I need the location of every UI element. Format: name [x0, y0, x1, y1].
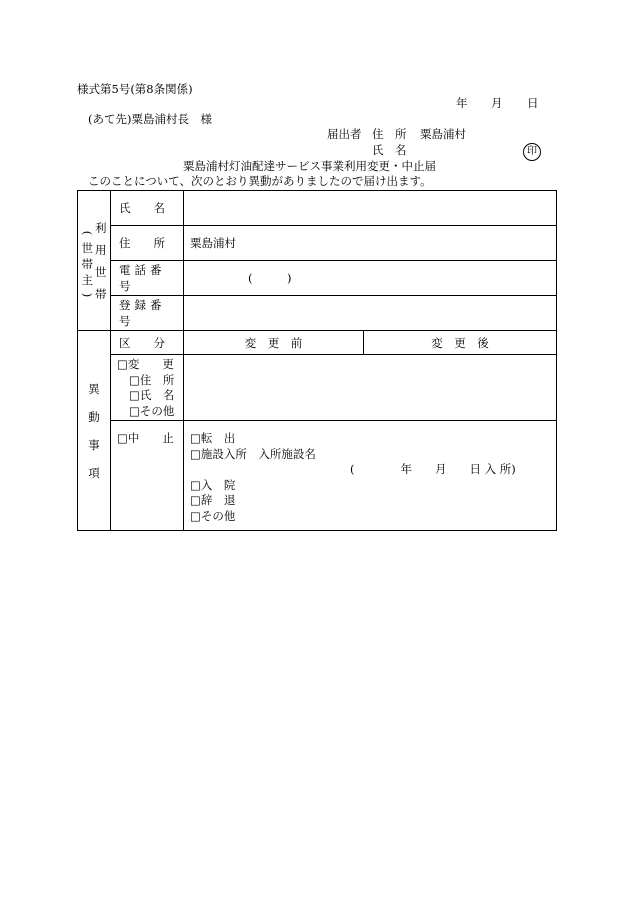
address-row-value: 粟島浦村: [190, 236, 236, 250]
address-value: 粟島浦村: [420, 127, 466, 141]
reg-row-label: [111, 296, 184, 331]
address-label: 住 所: [372, 127, 407, 141]
seal-icon: 印: [523, 143, 541, 161]
household-label-char: 帯: [95, 286, 107, 301]
household-label-char: 世: [95, 264, 107, 279]
name-row-field[interactable]: [184, 191, 557, 226]
household-label-char: 用: [95, 242, 107, 257]
household-label-char: 利: [95, 220, 107, 235]
change-name-checkbox[interactable]: □氏 名: [129, 388, 175, 403]
household-label-paren: ( 世 帯 主 ): [80, 230, 95, 297]
stop-checkbox[interactable]: □中 止: [117, 431, 174, 445]
intro-text: このことについて、次のとおり異動がありましたので届け出ます。: [88, 174, 432, 188]
change-label-char: 異: [88, 381, 100, 396]
reg-row-text: 登録番号: [119, 298, 166, 328]
stop-options-cell: [111, 421, 184, 531]
change-address-checkbox[interactable]: □住 所: [129, 372, 175, 387]
change-label-char: 項: [88, 465, 100, 480]
change-group-label: [78, 381, 110, 481]
reg-row-field[interactable]: [184, 296, 557, 331]
household-head-char-1: 世: [81, 240, 93, 255]
move-out-checkbox[interactable]: □転 出: [190, 431, 236, 445]
form-number: 様式第5号(第8条関係): [77, 82, 193, 96]
change-label-char: 動: [88, 409, 100, 424]
phone-row-value: ( ): [248, 271, 292, 285]
name-row-label: [111, 191, 184, 226]
division-header: [111, 331, 184, 355]
facility-date[interactable]: ( 年 月 日 入 所): [350, 462, 516, 477]
after-text: 変 更 後: [431, 335, 489, 350]
change-group-cell: [78, 331, 111, 531]
change-label-char: 事: [88, 437, 100, 452]
phone-row-text: 電話番号: [119, 263, 166, 293]
addressee: (あて先)粟島浦村長 様: [88, 112, 212, 126]
applicant-label: 届出者: [327, 127, 362, 141]
address-row-label: [111, 226, 184, 261]
phone-row-field[interactable]: [184, 261, 557, 296]
decline-checkbox[interactable]: □辞 退: [190, 493, 236, 508]
after-header: [364, 331, 557, 355]
division-text: 区 分: [119, 335, 165, 350]
before-text: 変 更 前: [244, 335, 303, 350]
address-row-field[interactable]: [184, 226, 557, 261]
stop-other-checkbox[interactable]: □その他: [190, 508, 236, 523]
hospital-checkbox[interactable]: □入 院: [190, 477, 236, 492]
name-label: 氏 名: [372, 143, 407, 157]
phone-row-label: [111, 261, 184, 296]
date-year: 年: [456, 96, 468, 110]
household-group-cell: [78, 191, 111, 331]
facility-checkbox[interactable]: □施設入所 入所施設名: [190, 446, 316, 461]
date-month: 月: [491, 96, 503, 110]
change-checkbox[interactable]: □変 更: [117, 357, 174, 371]
name-row-text: 氏 名: [119, 201, 165, 215]
address-row-text: 住 所: [119, 236, 165, 250]
document-title: 粟島浦村灯油配達サービス事業利用変更・中止届: [183, 159, 436, 173]
household-label-user: [95, 220, 107, 302]
stop-detail-cell: [184, 421, 557, 531]
household-head-char-2: 帯: [81, 256, 93, 271]
form-table: [77, 190, 557, 531]
before-header: [184, 331, 364, 355]
change-options-cell: [111, 355, 184, 421]
date-day: 日: [527, 96, 539, 110]
change-other-checkbox[interactable]: □その他: [129, 403, 175, 418]
change-detail-field[interactable]: [184, 355, 557, 421]
household-head-char-3: 主: [81, 272, 93, 287]
